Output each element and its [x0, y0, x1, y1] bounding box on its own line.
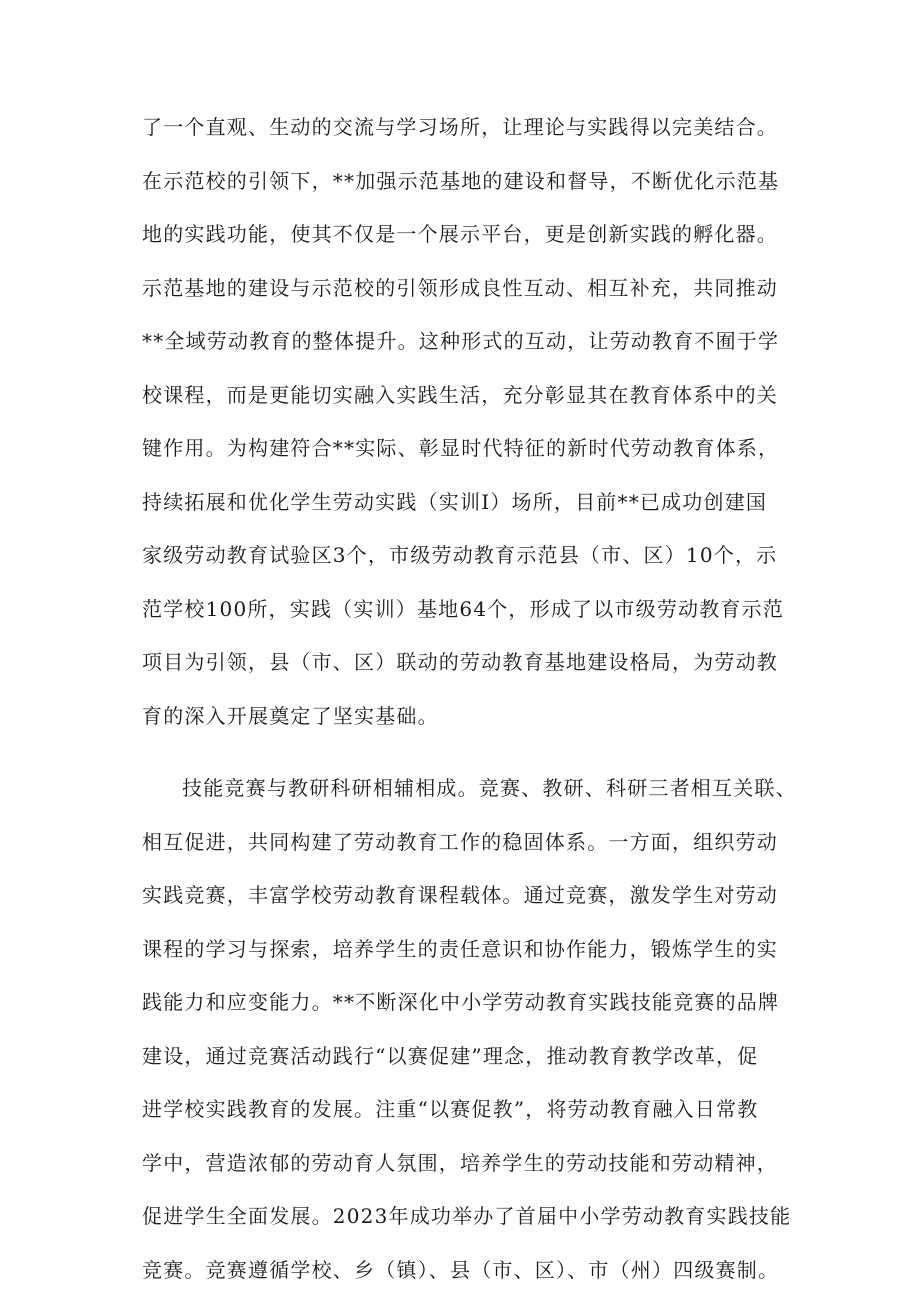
text-line: 地的实践功能，使其不仅是一个展示平台，更是创新实践的孵化器。	[142, 222, 778, 246]
text-line: 范学校100所，实践（实训）基地64个，形成了以市级劳动教育示范	[142, 597, 785, 621]
text-line: **全域劳动教育的整体提升。这种形式的互动，让劳动教育不囿于学	[142, 329, 780, 353]
text-line: 课程的学习与探索，培养学生的责任意识和协作能力，锻炼学生的实	[142, 937, 778, 961]
text-line: 育的深入开展奠定了坚实基础。	[142, 704, 439, 728]
text-line: 实践竞赛，丰富学校劳动教育课程载体。通过竞赛，激发学生对劳动	[142, 883, 778, 907]
text-line: 学中，营造浓郁的劳动育人氛围，培养学生的劳动技能和劳动精神，	[142, 1151, 778, 1175]
text-line: 键作用。为构建符合**实际、彰显时代特征的新时代劳动教育体系，	[142, 436, 780, 460]
text-line: 进学校实践教育的发展。注重“以赛促教”，将劳动教育融入日常教	[142, 1097, 759, 1121]
paragraph-first-line: 技能竞赛与教研科研相辅相成。竞赛、教研、科研三者相互关联、	[182, 776, 797, 800]
text-line: 了一个直观、生动的交流与学习场所，让理论与实践得以完美结合。	[142, 115, 778, 139]
text-line: 践能力和应变能力。**不断深化中小学劳动教育实践技能竞赛的品牌	[142, 990, 780, 1014]
text-line: 示范基地的建设与示范校的引领形成良性互动、相互补充，共同推动	[142, 276, 778, 300]
text-line: 相互促进，共同构建了劳动教育工作的稳固体系。一方面，组织劳动	[142, 830, 778, 854]
text-line: 持续拓展和优化学生劳动实践（实训I）场所，目前**已成功创建国	[142, 490, 768, 514]
text-line: 校课程，而是更能切实融入实践生活，充分彰显其在教育体系中的关	[142, 383, 778, 407]
text-line: 项目为引领，县（市、区）联动的劳动教育基地建设格局，为劳动教	[142, 650, 778, 674]
text-line: 促进学生全面发展。2023年成功举办了首届中小学劳动教育实践技能	[142, 1204, 792, 1228]
text-line: 竞赛。竞赛遵循学校、乡（镇）、县（市、区）、市（州）四级赛制。	[142, 1258, 780, 1282]
text-line: 家级劳动教育试验区3个，市级劳动教育示范县（市、区）10个，示	[142, 543, 778, 567]
text-line: 建设，通过竞赛活动践行“以赛促建”理念，推动教育教学改革，促	[142, 1044, 759, 1068]
text-line: 在示范校的引领下，**加强示范基地的建设和督导，不断优化示范基	[142, 169, 780, 193]
